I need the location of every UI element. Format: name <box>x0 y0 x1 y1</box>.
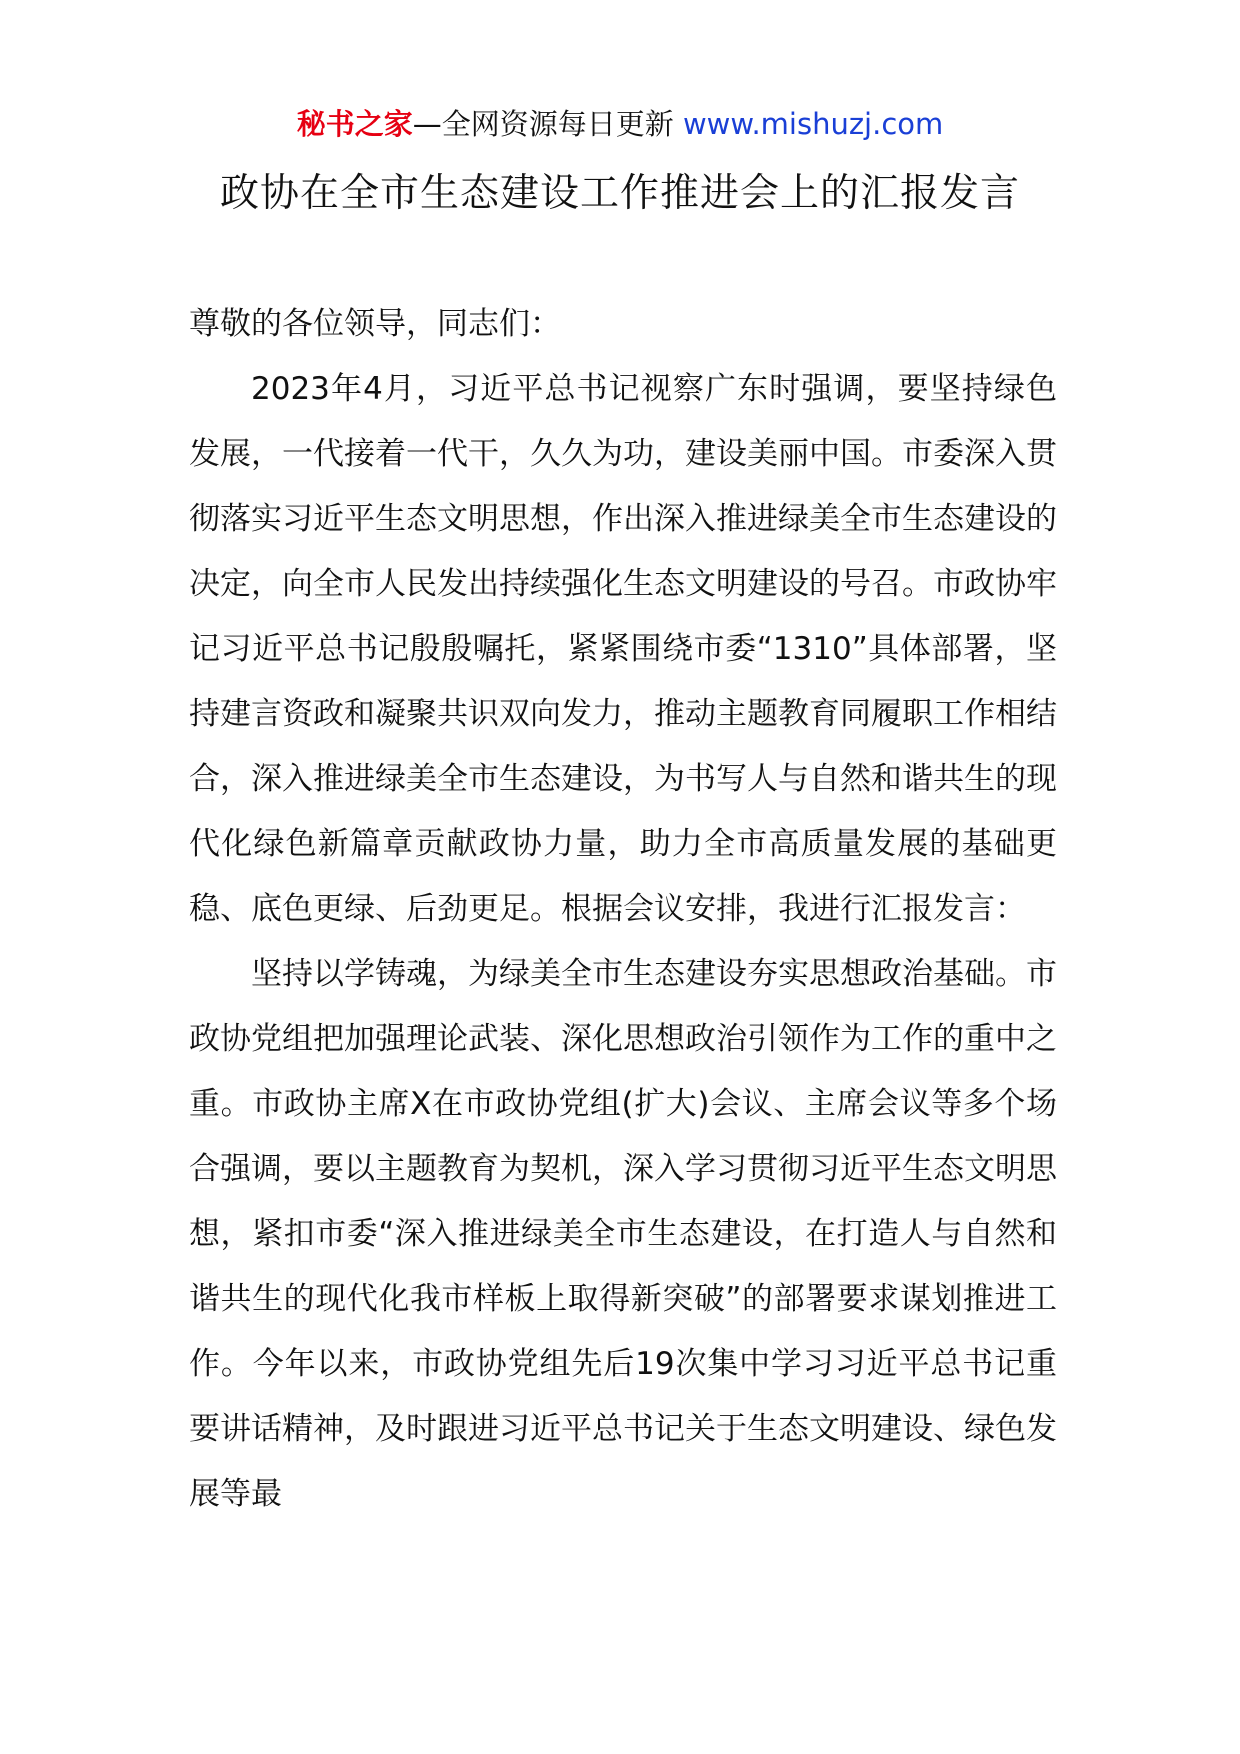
paragraph-2: 坚持以学铸魂，为绿美全市生态建设夯实思想政治基础。市政协党组把加强理论武装、深化思想政治引领作为工作的重中之重。市政协主席X在市政协党组(扩大)会议、主席会议等多个场合强调，要以主题教育为契机，深入学习贯彻习近平生态文明思想，紧扣市委“深入推进绿美全市生态建设，在打造人与自然和谐共生的现代化我市样板上取得新突破”的部署要求谋划推进工作。今年以来，市政协党组先后19次集中学习习近平总书记重要讲话精神，及时跟进习近平总书记关于生态文明建设、绿色发展等最 <box>189 956 1057 1512</box>
paragraph-1: 2023年4月，习近平总书记视察广东时强调，要坚持绿色发展，一代接着一代干，久久为功，建设美丽中国。市委深入贯彻落实习近平生态文明思想，作出深入推进绿美全市生态建设的决定，向全市人民发出持续强化生态文明建设的号召。市政协牢记习近平总书记殷殷嘱托，紧紧围绕市委“1310”具体部署，坚持建言资政和凝聚共识双向发力，推动主题教育同履职工作相结合，深入推进绿美全市生态建设，为书写人与自然和谐共生的现代化绿色新篇章贡献政协力量，助力全市高质量发展的基础更稳、底色更绿、后劲更足。根据会议安排，我进行汇报发言： <box>189 371 1057 927</box>
site-link[interactable]: www.mishuzj.com <box>682 107 944 141</box>
document-title: 政协在全市生态建设工作推进会上的汇报发言 <box>219 171 1020 216</box>
document-body <box>189 292 1057 1527</box>
site-banner <box>0 104 1240 144</box>
salutation: 尊敬的各位领导，同志们： <box>189 306 561 342</box>
brand-tagline: —全网资源每日更新 <box>412 107 674 141</box>
brand-name: 秘书之家 <box>296 107 413 141</box>
